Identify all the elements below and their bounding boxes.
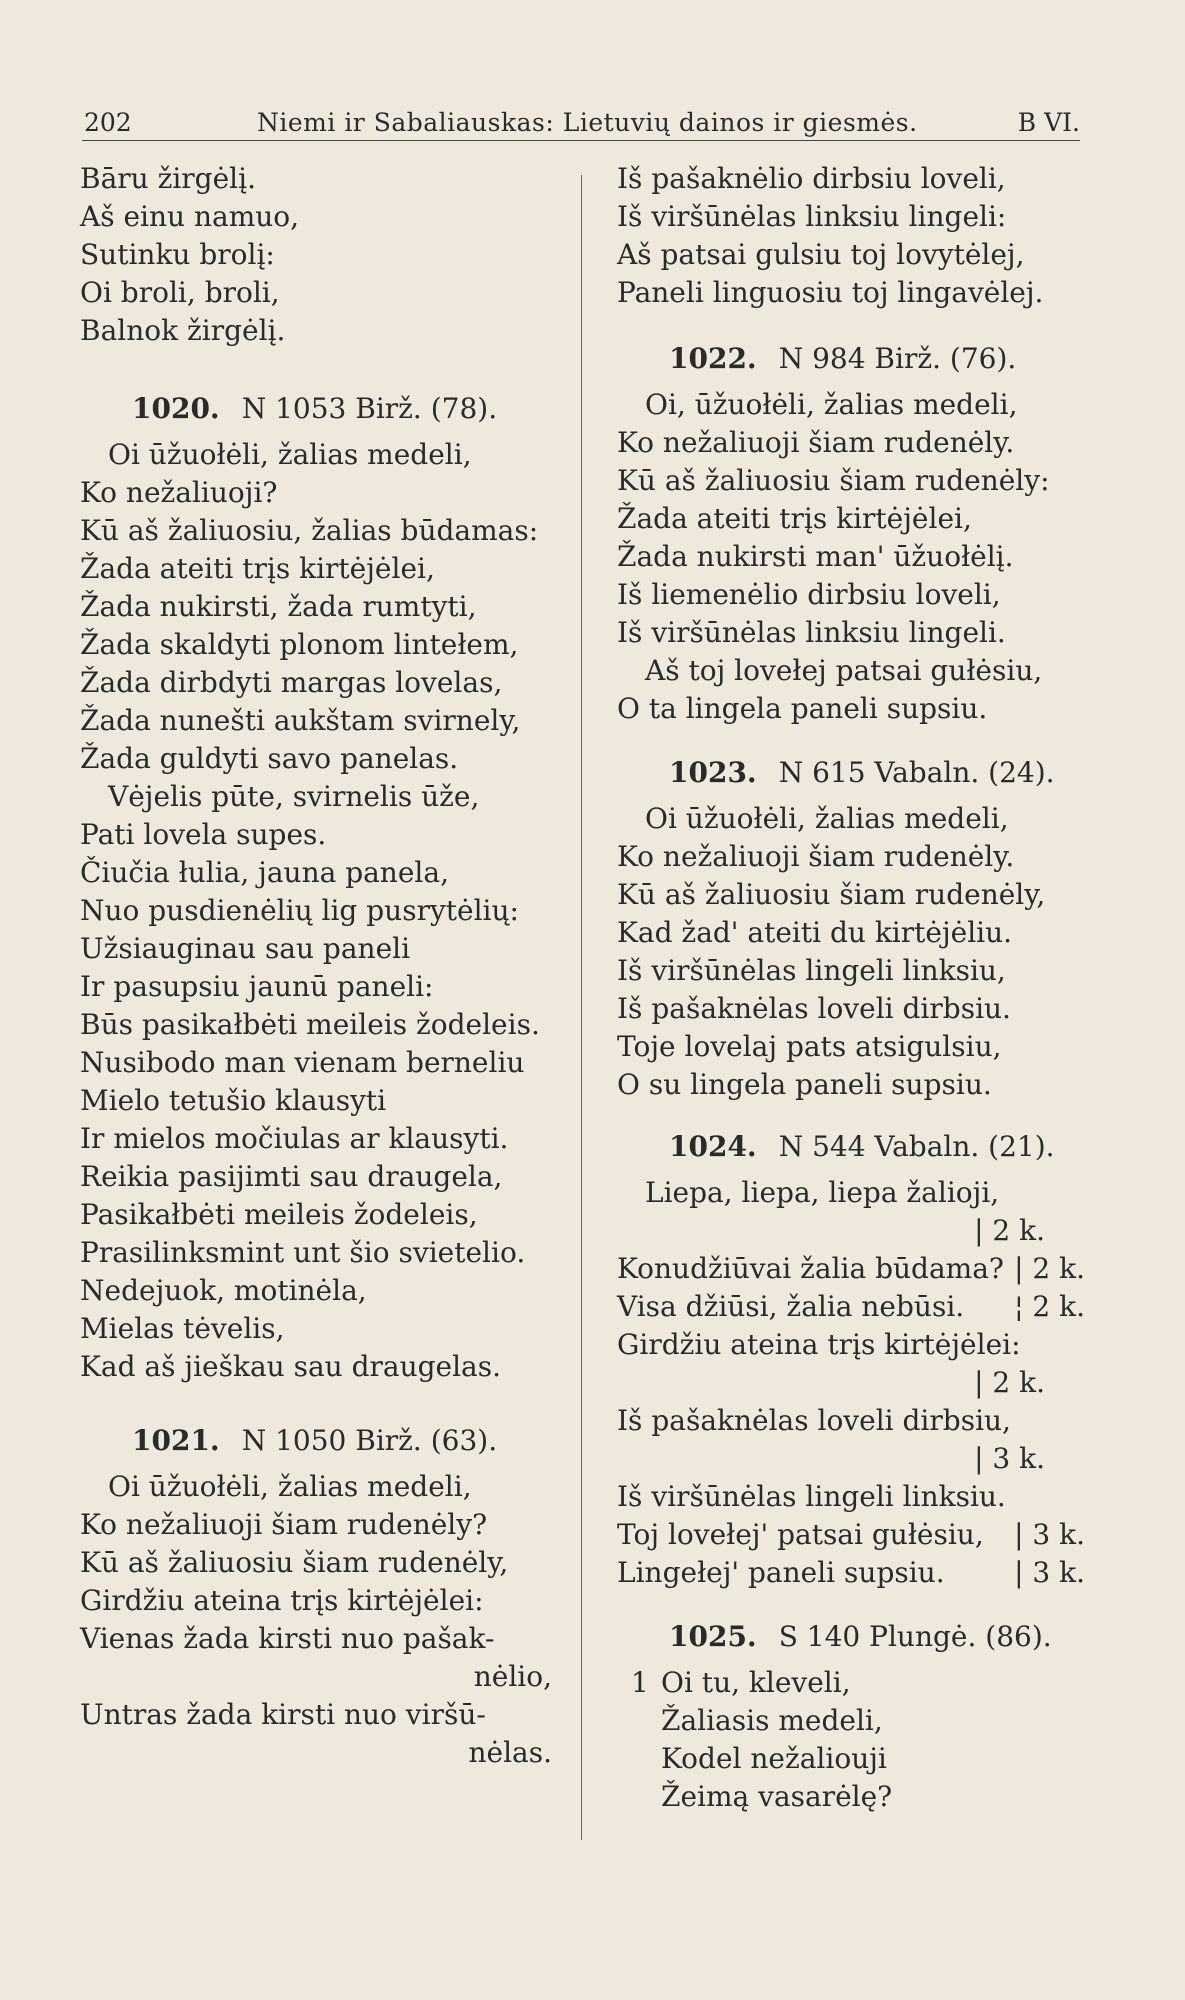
song-heading-1022 xyxy=(617,340,1085,378)
repeat-marker: | 3 k. xyxy=(974,1442,1045,1475)
song-heading-1025 xyxy=(617,1618,1085,1656)
left-column xyxy=(80,160,560,1772)
verse-line: Vienas žada kirsti nuo pašak- xyxy=(80,1622,495,1655)
repeat-marker: | 3 k. xyxy=(1014,1518,1085,1551)
verse-text: Oi tu, kleveli, xyxy=(661,1666,851,1699)
verse-line: Aš toj lovełej patsai gułėsiu, xyxy=(645,654,1043,687)
verse-line: Prasilinksmint unt šio svietelio. xyxy=(80,1236,526,1269)
column-divider xyxy=(581,175,582,1840)
verse-line: Žada nukirsti man' ūžuołėlį. xyxy=(617,540,1014,573)
verse-line: Aš patsai gulsiu toj lovytėlej, xyxy=(617,238,1025,271)
verse-line: Kū aš žaliuosiu šiam rudenėly, xyxy=(617,878,1046,911)
verse-line: Vėjelis pūte, svirnelis ūže, xyxy=(108,780,480,813)
verse-line: Žaliasis medeli, xyxy=(661,1704,883,1737)
verse-line: Konudžiūvai žalia būdama? xyxy=(617,1252,1004,1285)
right-column xyxy=(617,160,1085,1816)
verse-line xyxy=(617,1664,1085,1702)
verse-line: Bāru žirgėlį. xyxy=(80,162,256,195)
song-number: 1025. xyxy=(669,1620,757,1653)
verse-line: Toj lovełej' patsai gułėsiu, xyxy=(617,1518,984,1551)
verse-line: Mielo tetušio klausyti xyxy=(80,1084,387,1117)
verse-line: Žeimą vasarėlę? xyxy=(661,1780,893,1813)
verse-line: Reikia pasijimti sau draugela, xyxy=(80,1160,503,1193)
verse-line: Balnok žirgėlį. xyxy=(80,314,286,347)
verse-line: Oi ūžuołėli, žalias medeli, xyxy=(108,1470,472,1503)
verse-line: Iš pašaknėlio dirbsiu loveli, xyxy=(617,162,1006,195)
song-heading-1023 xyxy=(617,754,1085,792)
repeat-marker: | 2 k. xyxy=(1014,1252,1085,1285)
verse-line: Oi, ūžuołėli, žalias medeli, xyxy=(645,388,1018,421)
verse-line: Aš einu namuo, xyxy=(80,200,300,233)
song-number: 1022. xyxy=(669,342,757,375)
verse-line: Žada nunešti aukštam svirnely, xyxy=(80,704,521,737)
verse-line: Iš viršūnėlas lingeli linksiu, xyxy=(617,954,1006,987)
song-number: 1024. xyxy=(669,1130,757,1163)
song-number: 1023. xyxy=(669,756,757,789)
song-number: 1021. xyxy=(132,1424,220,1457)
verse-line: Kū aš žaliuosiu šiam rudenėly, xyxy=(80,1546,509,1579)
verse-line: Oi ūžuołėli, žalias medeli, xyxy=(108,438,472,471)
song-1020-text xyxy=(80,436,560,1386)
song-source: N 1053 Birž. (78). xyxy=(241,392,498,425)
verse-line: Visa džiūsi, žalia nebūsi. xyxy=(617,1290,965,1323)
verse-line: Čiučia łulia, jauna panela, xyxy=(80,856,449,889)
song-1021-text xyxy=(80,1468,560,1772)
running-title: Niemi ir Sabaliauskas: Lietuvių dainos ir giesmės. xyxy=(257,108,918,137)
song-heading-1020 xyxy=(80,390,560,428)
verse-line: Iš liemenėlio dirbsiu loveli, xyxy=(617,578,1001,611)
verse-line-continuation: nėlas. xyxy=(468,1736,552,1769)
song-source: N 984 Birž. (76). xyxy=(778,342,1017,375)
verse-line: Pati lovela supes. xyxy=(80,818,327,851)
verse-line: O su lingela paneli supsiu. xyxy=(617,1068,992,1101)
verse-line: Užsiauginau sau paneli xyxy=(80,932,411,965)
verse-line: Sutinku brolį: xyxy=(80,238,275,271)
verse-line: Toje lovelaj pats atsigulsiu, xyxy=(617,1030,1002,1063)
verse-line: Oi broli, broli, xyxy=(80,276,280,309)
repeat-marker: ¦ 2 k. xyxy=(1014,1290,1085,1323)
verse-line: O ta lingela paneli supsiu. xyxy=(617,692,988,725)
song-heading-1021 xyxy=(80,1422,560,1460)
verse-line: Ir mielos močiulas ar klausyti. xyxy=(80,1122,509,1155)
verse-line: Iš viršūnėlas linksiu lingeli. xyxy=(617,616,1006,649)
song-1025-text xyxy=(617,1664,1085,1816)
page-number: 202 xyxy=(84,108,132,137)
verse-line-with-repeat xyxy=(617,1288,1085,1326)
verse-line: Ko nežaliuoji šiam rudenėly? xyxy=(80,1508,488,1541)
song-number: 1020. xyxy=(132,392,220,425)
verse-line: Žada ateiti trįs kirtėjėlei, xyxy=(617,502,972,535)
running-header xyxy=(82,104,1080,140)
verse-line: Žada guldyti savo panelas. xyxy=(80,742,459,775)
verse-line: Paneli linguosiu toj lingavėlej. xyxy=(617,276,1044,309)
repeat-marker: | 2 k. xyxy=(974,1366,1045,1399)
verse-line: Pasikałbėti meileis žodeleis, xyxy=(80,1198,478,1231)
song-1022-text xyxy=(617,386,1085,728)
verse-line: Girdžiu ateina trįs kirtėjėlei: xyxy=(80,1584,484,1617)
verse-line: Ko nežaliuoji? xyxy=(80,476,278,509)
song-source: N 1050 Birž. (63). xyxy=(241,1424,498,1457)
verse-line: Untras žada kirsti nuo viršū- xyxy=(80,1698,486,1731)
verse-line: Nedejuok, motinėla, xyxy=(80,1274,367,1307)
song-1023-text xyxy=(617,800,1085,1104)
verse-line: Mielas tėvelis, xyxy=(80,1312,285,1345)
verse-line: Liepa, liepa, liepa žalioji, xyxy=(645,1176,1000,1209)
section-label: B VI. xyxy=(1017,108,1080,137)
verse-line: Kad aš jieškau sau draugelas. xyxy=(80,1350,502,1383)
repeat-marker: | 3 k. xyxy=(1014,1556,1085,1589)
stanza-number: 1 xyxy=(631,1666,649,1699)
verse-line: Iš viršūnėlas lingeli linksiu. xyxy=(617,1480,1006,1513)
verse-line: Kū aš žaliuosiu šiam rudenėly: xyxy=(617,464,1050,497)
continuation-verse xyxy=(80,160,560,350)
verse-line-continuation: nėlio, xyxy=(473,1660,552,1693)
verse-line: Kū aš žaliuosiu, žalias būdamas: xyxy=(80,514,539,547)
repeat-marker: | 2 k. xyxy=(974,1214,1045,1247)
verse-line: Būs pasikałbėti meileis žodeleis. xyxy=(80,1008,540,1041)
verse-line: Ko nežaliuoji šiam rudenėly. xyxy=(617,426,1015,459)
verse-line: Žada dirbdyti margas lovelas, xyxy=(80,666,503,699)
verse-line: Ko nežaliuoji šiam rudenėly. xyxy=(617,840,1015,873)
continuation-verse xyxy=(617,160,1085,312)
verse-line-with-repeat xyxy=(617,1250,1085,1288)
header-rule xyxy=(82,140,1080,141)
verse-line: Žada ateiti trįs kirtėjėlei, xyxy=(80,552,435,585)
verse-line: Lingełej' paneli supsiu. xyxy=(617,1556,945,1589)
verse-line: Žada skaldyti plonom lintełem, xyxy=(80,628,519,661)
verse-line-with-repeat xyxy=(617,1516,1085,1554)
song-source: N 615 Vabaln. (24). xyxy=(778,756,1055,789)
verse-line: Girdžiu ateina trįs kirtėjėlei: xyxy=(617,1328,1021,1361)
verse-line: Iš pašaknėlas loveli dirbsiu, xyxy=(617,1404,1011,1437)
verse-line: Iš pašaknėlas loveli dirbsiu. xyxy=(617,992,1011,1025)
song-1024-text xyxy=(617,1174,1085,1592)
verse-line: Kad žad' ateiti du kirtėjėliu. xyxy=(617,916,1013,949)
verse-line: Oi ūžuołėli, žalias medeli, xyxy=(645,802,1009,835)
verse-line: Žada nukirsti, žada rumtyti, xyxy=(80,590,477,623)
verse-line: Kodel nežaliouji xyxy=(661,1742,887,1775)
song-source: S 140 Plungė. (86). xyxy=(778,1620,1052,1653)
verse-line-with-repeat xyxy=(617,1554,1085,1592)
song-heading-1024 xyxy=(617,1128,1085,1166)
verse-line: Nusibodo man vienam berneliu xyxy=(80,1046,525,1079)
verse-line: Nuo pusdienėlių lig pusrytėlių: xyxy=(80,894,519,927)
verse-line: Ir pasupsiu jaunū paneli: xyxy=(80,970,434,1003)
verse-line: Iš viršūnėlas linksiu lingeli: xyxy=(617,200,1007,233)
song-source: N 544 Vabaln. (21). xyxy=(778,1130,1055,1163)
